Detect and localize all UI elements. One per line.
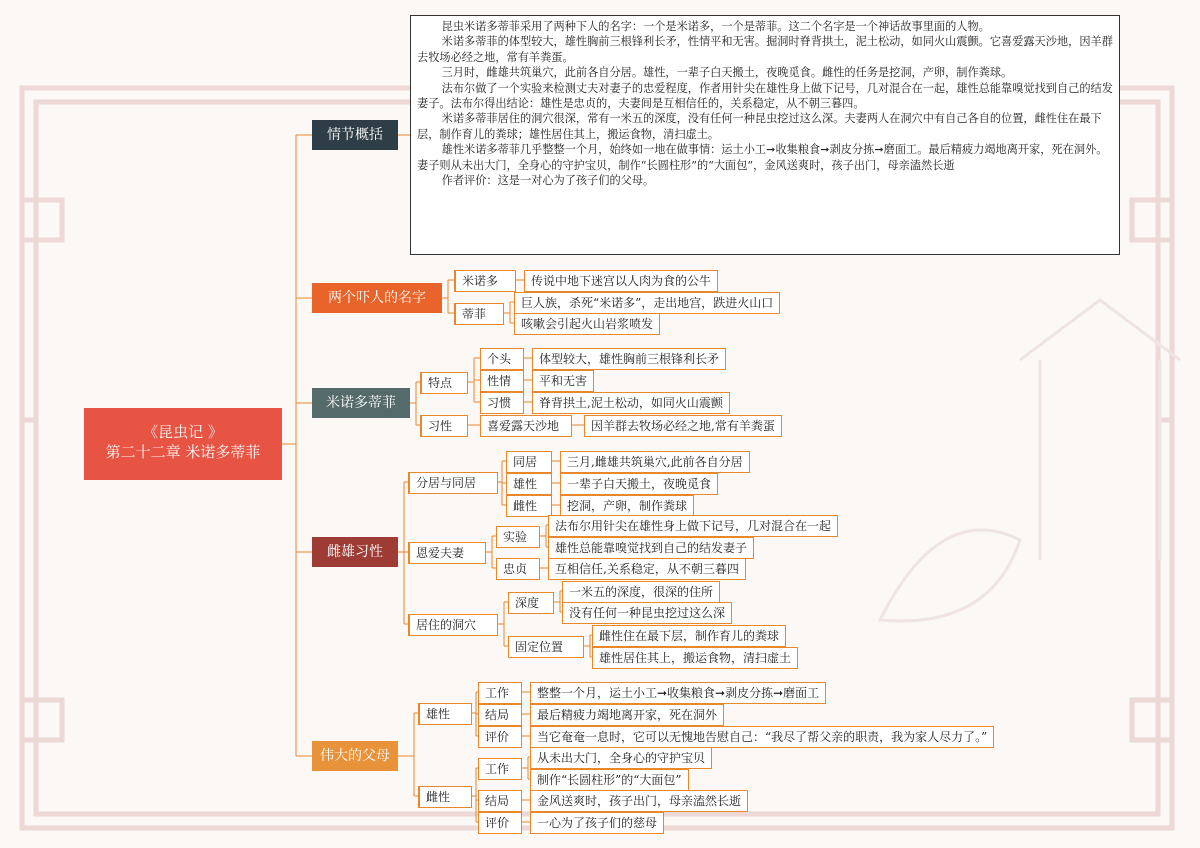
summary-paragraph: 昆虫米诺多蒂菲采用了两种下人的名字：一个是米诺多，一个是蒂菲。这二个名字是一个神话故事里面的人物。 bbox=[441, 20, 990, 33]
node-loving-couple[interactable]: 恩爱夫妻 bbox=[408, 542, 486, 564]
branch-male-female-habits[interactable]: 雌雄习性 bbox=[312, 537, 398, 567]
node-depth-desc-1[interactable]: 一米五的深度，很深的住所 bbox=[562, 581, 720, 603]
node-female[interactable]: 雌性 bbox=[506, 495, 552, 517]
summary-paragraph: 三月时，雌雄共筑巢穴，此前各自分居。雄性，一辈子白天搬土，夜晚觅食。雌性的任务是挖洞，产卵，制作粪球。 bbox=[441, 66, 1013, 80]
node-female-eval[interactable]: 评价 bbox=[478, 812, 522, 834]
node-male-eval-desc[interactable]: 当它奄奄一息时，它可以无愧地告慰自己：“我尽了帮父亲的职责，我为家人尽力了。” bbox=[530, 726, 994, 748]
node-male-eval[interactable]: 评价 bbox=[478, 726, 522, 748]
node-female-desc[interactable]: 挖洞，产卵，制作粪球 bbox=[560, 495, 694, 517]
summary-paragraph: 雄性米诺多蒂菲几乎整整一个月，始终如一地在做事情：运土小工➞收集粮食➞剥皮分拣➞磨面工。最后精疲力竭地离开家，死在洞外。妻子则从未出大门，全身心的守护宝贝，制作“长圆柱形”的“大面包”，金风送爽时，孩子出门，母亲溘然长逝 bbox=[417, 143, 1108, 172]
node-separate-cohabit[interactable]: 分居与同居 bbox=[408, 472, 498, 494]
branch-minotaur-beetle[interactable]: 米诺多蒂菲 bbox=[312, 388, 410, 418]
node-parent-female[interactable]: 雌性 bbox=[418, 786, 472, 808]
root-topic[interactable] bbox=[84, 408, 282, 480]
node-minuo-desc[interactable]: 传说中地下迷宫以人肉为食的公牛 bbox=[524, 270, 718, 292]
node-male-work[interactable]: 工作 bbox=[478, 682, 522, 704]
node-female-end-desc[interactable]: 金风送爽时，孩子出门，母亲溘然长逝 bbox=[530, 790, 748, 812]
book-title: 《昆虫记 》 bbox=[143, 423, 223, 441]
node-habit-desc[interactable]: 脊背拱土,泥土松动，如同火山震颤 bbox=[532, 392, 730, 414]
node-cave[interactable]: 居住的洞穴 bbox=[408, 614, 498, 636]
node-fixed-position[interactable]: 固定位置 bbox=[508, 636, 584, 658]
node-experiment[interactable]: 实验 bbox=[496, 526, 540, 548]
node-male[interactable]: 雄性 bbox=[506, 473, 552, 495]
node-temper-desc[interactable]: 平和无害 bbox=[532, 370, 594, 392]
node-female-eval-desc[interactable]: 一心为了孩子们的慈母 bbox=[530, 812, 664, 834]
node-male-desc[interactable]: 一辈子白天搬土，夜晚觅食 bbox=[560, 473, 718, 495]
node-loyal[interactable]: 忠贞 bbox=[496, 558, 540, 580]
node-female-work-desc-1[interactable]: 从未出大门，全身心的守护宝贝 bbox=[530, 747, 712, 769]
node-experiment-desc-2[interactable]: 雄性总能靠嗅觉找到自己的结发妻子 bbox=[548, 537, 754, 559]
node-habit2[interactable]: 喜爱露天沙地 bbox=[480, 415, 572, 437]
node-difei-desc-1[interactable]: 巨人族，杀死“米诺多”，走出地宫，跌进火山口 bbox=[514, 292, 780, 314]
node-habit2-desc[interactable]: 因羊群去牧场必经之地,常有羊粪蛋 bbox=[584, 415, 782, 437]
node-loyal-desc[interactable]: 互相信任,关系稳定，从不朝三暮四 bbox=[548, 558, 746, 580]
node-difei[interactable]: 蒂菲 bbox=[454, 303, 504, 325]
summary-paragraph: 作者评价：这是一对心为了孩子们的父母。 bbox=[441, 174, 655, 188]
node-depth[interactable]: 深度 bbox=[508, 592, 554, 614]
node-position-desc-2[interactable]: 雄性居住其上，搬运食物，清扫虚土 bbox=[592, 647, 798, 669]
node-cohabit-desc[interactable]: 三月,雌雄共筑巢穴,此前各自分居 bbox=[560, 451, 750, 473]
node-habits[interactable]: 习性 bbox=[420, 415, 468, 437]
node-size[interactable]: 个头 bbox=[480, 348, 524, 370]
node-difei-desc-2[interactable]: 咳嗽会引起火山岩浆喷发 bbox=[514, 313, 660, 335]
node-male-work-desc[interactable]: 整整一个月，运土小工➞收集粮食➞剥皮分拣➞磨面工 bbox=[530, 682, 826, 704]
node-experiment-desc-1[interactable]: 法布尔用针尖在雄性身上做下记号，几对混合在一起 bbox=[548, 515, 838, 537]
node-cohabit[interactable]: 同居 bbox=[506, 451, 552, 473]
node-habit[interactable]: 习惯 bbox=[480, 392, 524, 414]
plot-summary-box bbox=[410, 15, 1120, 255]
node-traits[interactable]: 特点 bbox=[420, 372, 468, 394]
summary-paragraph: 米诺多蒂菲居住的洞穴很深，常有一米五的深度，没有任何一种昆虫挖过这么深。夫妻两人在洞穴中有自己各自的位置，雌性住在最下层，制作育儿的粪球；雄性居住其上，搬运食物，清扫虚土。 bbox=[417, 112, 1102, 141]
summary-paragraph: 法布尔做了一个实验来检测丈夫对妻子的忠爱程度，作者用针尖在雄性身上做下记号，几对混合在一起，雄性总能靠嗅觉找到自己的结发妻子。法布尔得出结论：雄性是忠贞的，夫妻间是互相信任的，关系稳定，从不朝三暮四。 bbox=[417, 81, 1113, 111]
node-female-work[interactable]: 工作 bbox=[478, 758, 522, 780]
node-minuo[interactable]: 米诺多 bbox=[454, 270, 516, 292]
node-depth-desc-2[interactable]: 没有任何一种昆虫挖过这么深 bbox=[562, 602, 732, 624]
node-male-end[interactable]: 结局 bbox=[478, 704, 522, 726]
node-position-desc-1[interactable]: 雌性住在最下层，制作育儿的粪球 bbox=[592, 625, 786, 647]
chapter-title: 第二十二章 米诺多蒂菲 bbox=[105, 443, 261, 461]
branch-two-names[interactable]: 两个吓人的名字 bbox=[312, 283, 442, 313]
node-male-end-desc[interactable]: 最后精疲力竭地离开家，死在洞外 bbox=[530, 704, 724, 726]
node-parent-male[interactable]: 雄性 bbox=[418, 703, 472, 725]
summary-paragraph: 米诺多蒂菲的体型较大，雄性胸前三根锋利长矛，性情平和无害。掘洞时脊背拱土，泥土松动，如同火山震颤。它喜爱露天沙地，因羊群去牧场必经之地，常有羊粪蛋。 bbox=[417, 35, 1113, 64]
node-size-desc[interactable]: 体型较大，雄性胸前三根锋利长矛 bbox=[532, 348, 726, 370]
node-temper[interactable]: 性情 bbox=[480, 370, 524, 392]
branch-great-parents[interactable]: 伟大的父母 bbox=[312, 741, 398, 771]
branch-plot-summary[interactable]: 情节概括 bbox=[312, 120, 398, 150]
node-female-work-desc-2[interactable]: 制作“长圆柱形”的“大面包” bbox=[530, 769, 689, 791]
node-female-end[interactable]: 结局 bbox=[478, 790, 522, 812]
